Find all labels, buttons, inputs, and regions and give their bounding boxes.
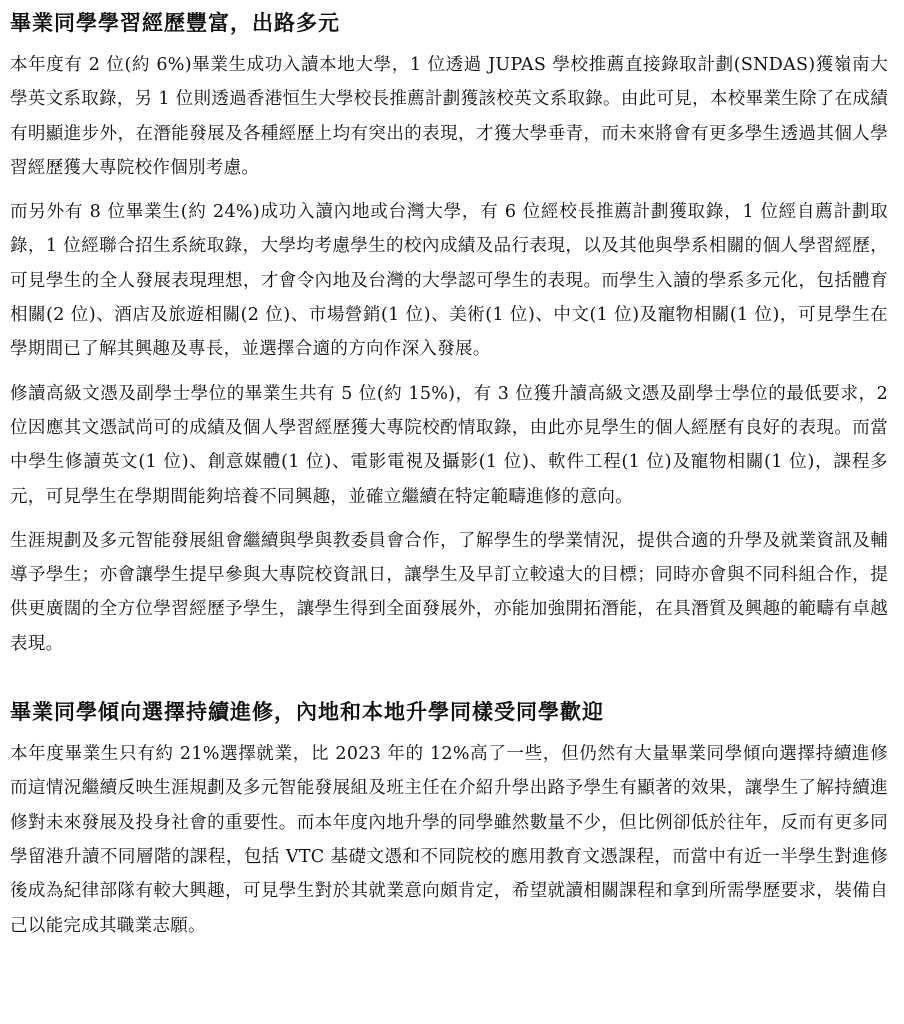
document-page <box>10 8 888 953</box>
paragraph-career-planning: 生涯規劃及多元智能發展組會繼續與學與教委員會合作，了解學生的學業情況，提供合適的升學及就業資訊及輔導予學生；亦會讓學生提早參與大專院校資訊日，讓學生及早訂立較遠大的目標；同時亦會與不同科組合作，提供更廣闊的全方位學習經歷予學生，讓學生得到全面發展外，亦能加強開拓潛能，在具潛質及興趣的範疇有卓越表現。 <box>10 530 888 654</box>
paragraph-mainland-taiwan: 而另外有 8 位畢業生(約 24%)成功入讀內地或台灣大學，有 6 位經校長推薦計劃獲取錄，1 位經自薦計劃取錄，1 位經聯合招生系統取錄，大學均考慮學生的校內成績及品行表現，以及其他與學系相關的個人學習經歷，可見學生的全人發展表現理想，才會令內地及台灣的大學認可學生的表現。而學生入讀的學系多元化，包括體育相關(2 位)、酒店及旅遊相關(2 位)、市場營銷(1 位)、美術(1 位)、中文(1 位)及寵物相關(1 位)，可見學生在學期間已了解其興趣及專長，並選擇合適的方向作深入發展。 <box>10 202 888 360</box>
paragraph-employment-trend: 本年度畢業生只有約 21%選擇就業，比 2023 年的 12%高了一些，但仍然有大量畢業同學傾向選擇持續進修而這情況繼續反映生涯規劃及多元智能發展組及班主任在介紹升學出路予學生有顯著的效果，讓學生了解持續進修對未來發展及投身社會的重要性。而本年度內地升學的同學雖然數量不少，但比例卻低於往年，反而有更多同學留港升讀不同層階的課程，包括 VTC 基礎文憑和不同院校的應用教育文憑課程，而當中有近一半學生對進修後成為紀律部隊有較大興趣，可見學生對於其就業意向頗肯定，希望就讀相關課程和拿到所需學歷要求，裝備自己以能完成其職業志願。 <box>10 744 888 936</box>
section-heading-further-study: 畢業同學傾向選擇持續進修，內地和本地升學同樣受同學歡迎 <box>10 700 604 725</box>
section-heading-learning-experience: 畢業同學學習經歷豐富，出路多元 <box>10 11 340 35</box>
paragraph-higher-diploma: 修讀高級文憑及副學士學位的畢業生共有 5 位(約 15%)，有 3 位獲升讀高級文憑及副學士學位的最低要求，2 位因應其文憑試尚可的成績及個人學習經歷獲大專院校酌情取錄，由此亦見學生的個人經歷有良好的表現。而當中學生修讀英文(1 位)、創意媒體(1 位)、電影電視及攝影(1 位)、軟件工程(1 位)及寵物相關(1 位)，課程多元，可見學生在學期間能夠培養不同興趣，並確立繼續在特定範疇進修的意向。 <box>10 383 888 507</box>
paragraph-local-university: 本年度有 2 位(約 6%)畢業生成功入讀本地大學，1 位透過 JUPAS 學校推薦直接錄取計劃(SNDAS)獲嶺南大學英文系取錄，另 1 位則透過香港恒生大學校長推薦計劃獲該校英文系取錄。由此可見，本校畢業生除了在成績有明顯進步外，在潛能發展及各種經歷上均有突出的表現，才獲大學垂青，而未來將會有更多學生透過其個人學習經歷獲大專院校作個別考慮。 <box>10 55 888 178</box>
